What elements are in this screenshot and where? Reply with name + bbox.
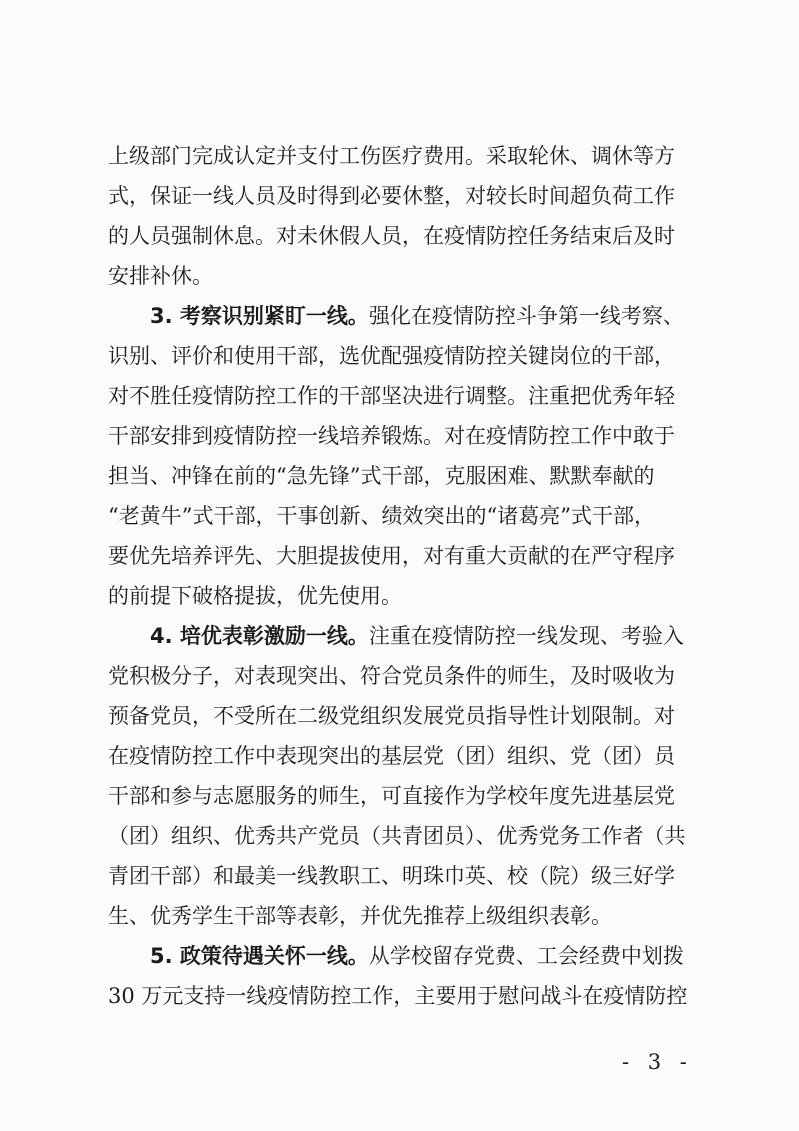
page-number: - 3 - xyxy=(622,1050,693,1074)
section-heading: 3. 考察识别紧盯一线。 xyxy=(150,304,369,328)
body-text-line: 对不胜任疫情防控工作的干部坚决进行调整。注重把优秀年轻 xyxy=(108,384,675,408)
body-text-line: 式，保证一线人员及时得到必要休整，对较长时间超负荷工作 xyxy=(108,184,675,208)
body-text-line: 的人员强制休息。对未休假人员，在疫情防控任务结束后及时 xyxy=(108,224,675,248)
body-text-line: 党积极分子，对表现突出、符合党员条件的师生，及时吸收为 xyxy=(108,664,675,688)
section-heading: 4. 培优表彰激励一线。 xyxy=(150,624,369,648)
body-text-line: 青团干部）和最美一线教职工、明珠巾英、校（院）级三好学 xyxy=(108,864,675,888)
body-text-line: 预备党员，不受所在二级党组织发展党员指导性计划限制。对 xyxy=(108,704,675,728)
body-text-line: 识别、评价和使用干部，选优配强疫情防控关键岗位的干部， xyxy=(108,344,675,368)
body-text: 强化在疫情防控斗争第一线考察、 xyxy=(368,304,684,328)
body-text: 从学校留存党费、工会经费中划拨 xyxy=(368,944,684,968)
body-text-line: 30 万元支持一线疫情防控工作，主要用于慰问战斗在疫情防控 xyxy=(108,984,688,1008)
body-text-line: 在疫情防控工作中表现突出的基层党（团）组织、党（团）员 xyxy=(108,744,675,768)
section-heading: 5. 政策待遇关怀一线。 xyxy=(150,944,369,968)
body-text-line: 干部安排到疫情防控一线培养锻炼。对在疫情防控工作中敢于 xyxy=(108,424,675,448)
body-text-line: 安排补休。 xyxy=(108,264,213,288)
body-text-line: 担当、冲锋在前的“急先锋”式干部，克服困难、默默奉献的 xyxy=(108,464,655,488)
paragraph-first-line xyxy=(150,946,734,967)
body-text-line: 上级部门完成认定并支付工伤医疗费用。采取轮休、调休等方 xyxy=(108,144,675,168)
body-text-line: 的前提下破格提拔，优先使用。 xyxy=(108,584,402,608)
paragraph-first-line xyxy=(150,626,734,647)
body-text-line: 生、优秀学生干部等表彰，并优先推荐上级组织表彰。 xyxy=(108,904,612,928)
body-text-line: “老黄牛”式干部，干事创新、绩效突出的“诸葛亮”式干部， xyxy=(108,504,655,528)
body-text-line: 要优先培养评先、大胆提拔使用，对有重大贡献的在严守程序 xyxy=(108,544,675,568)
body-text-line: （团）组织、优秀共产党员（共青团员）、优秀党务工作者（共 xyxy=(108,824,686,848)
paragraph-first-line xyxy=(150,306,734,327)
body-text: 注重在疫情防控一线发现、考验入 xyxy=(368,624,684,648)
body-text-line: 干部和参与志愿服务的师生，可直接作为学校年度先进基层党 xyxy=(108,784,675,808)
